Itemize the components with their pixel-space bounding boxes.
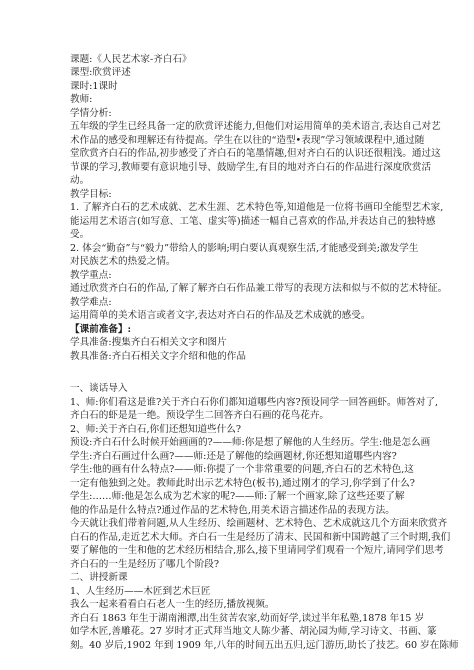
text-line: 学生:齐白石画过什么画?——师:还是了解他的绘画题材,你还想知道哪些内容?: [70, 451, 397, 462]
text-line: 一、谈话导入: [70, 383, 128, 394]
text-line: 术作品的感受和理解还有待提高。学生在以往的“造型•表现”学习领域课程中,通过随: [70, 135, 425, 146]
text-line: 受。: [70, 229, 90, 240]
text-line: 齐白石的一生是经历了哪几个阶段?: [70, 559, 220, 570]
text-line: 通过欣赏齐白石的作品,了解了解齐白石作品兼工带写的表现方法和似与不似的艺术特征。: [70, 283, 448, 294]
text-line: 如学木匠,善雕花。27 岁时才正式拜当地文人陈少蕃、胡沁园为师,学习诗文、书画、篆: [70, 626, 437, 637]
text-line: 教学重点:: [70, 270, 112, 281]
text-line: 课题:《人民艺术家-齐白石》: [70, 54, 192, 65]
text-line: 齐白石 1863 年生于湖南湘潭,出生贫苦农家,幼而好学,读过半年私塾,1878 年15 岁: [70, 613, 425, 624]
text-line: 运用简单的美术语言或者文字,表达对齐白石的作品及艺术成就的感受。: [70, 310, 371, 321]
text-line: 学具准备:搜集齐白石相关文字和图片: [70, 337, 227, 348]
text-line: 2. 体会“勤奋”与“毅力”带给人的影响;明白要认真观察生活,才能感受到美;激发学生: [70, 243, 419, 254]
text-line: 学生:他的画有什么特点?——师:你提了一个非常重要的问题,齐白石的艺术特色,这: [70, 464, 414, 475]
text-line: 2、师:关于齐白石,你们还想知道些什么?: [70, 424, 242, 435]
text-line: 他的作品是什么特点?通过作品的艺术特色,用美术语言描述作品的表现方法。: [70, 505, 395, 516]
text-line: 1、人生经历——木匠到艺术巨匠: [70, 586, 211, 597]
text-line: 要了解他的一生和他的艺术经历相结合,那么,接下里请同学们观看一个短片,请同学们思考: [70, 545, 444, 556]
text-line: 五年级的学生已经具备一定的欣赏评述能力,但他们对运用简单的美术语言,表达自己对艺: [70, 121, 441, 132]
text-line: 白石的作品,走近艺术大师。齐白石一生是经历了清末、民国和新中国跨越了三个时期,我们: [70, 532, 451, 543]
text-line: 【课前准备】:: [70, 324, 132, 335]
text-line: 刻。40 岁后,1902 年到 1909 年,八年的时间五出五归,远门游历,助长了技艺。60 岁在陈师: [70, 640, 459, 651]
text-line: 齐白石的虾是是一绝。预设学生二回答齐白石画的花鸟花卉。: [70, 410, 330, 421]
text-line: 今天就让我们带着问题,从人生经历、绘画题材、艺术特色、艺术成就这几个方面来欣赏齐: [70, 518, 448, 529]
text-line: 二、讲授新课: [70, 572, 128, 583]
text-line: 课型:欣赏评述: [70, 67, 131, 78]
text-line: 教具准备:齐白石相关文字介绍和他的作品: [70, 351, 246, 362]
text-line: 我么一起来看看白石老人一生的经历,播放视频。: [70, 599, 275, 610]
text-line: 教学目标:: [70, 189, 112, 200]
text-line: 教师:: [70, 94, 93, 105]
text-line: 节课的学习,教师要有意识地引导、鼓励学生,有目的地对齐白石的作品进行深度欣赏活: [70, 162, 432, 173]
text-line: 堂欣赏齐白石的作品,初步感受了齐白石的笔墨情趣,但对齐白石的认识还很粗浅。通过这: [70, 148, 441, 159]
text-line: 对民族艺术的热爱之情。: [70, 256, 176, 267]
text-line: 预设:齐白石什么时候开始画画的?——师:你是想了解他的人生经历。学生:他是怎么画: [70, 437, 431, 448]
text-line: 课时:1课时: [70, 81, 118, 92]
text-line: 动。: [70, 175, 90, 186]
text-line: 教学难点:: [70, 297, 112, 308]
text-line: 一定有他独到之处。教师此时出示艺术特色(板书),通过刚才的学习,你学到了什么?: [70, 478, 415, 489]
text-line: 能运用艺术语言(如写意、工笔、虚实等)描述一幅自己喜欢的作品,并表达自己的独特感: [70, 216, 436, 227]
text-line: 1. 了解齐白石的艺术成就、艺术生涯、艺术特色等,知道他是一位将书画印全能型艺术家,: [70, 202, 444, 213]
text-line: 学生:……师:他是怎么成为艺术家的呢?——师:了解一个画家,除了这些还要了解: [70, 491, 405, 502]
text-line: 1、师:你们看这是谁?关于齐白石你们都知道哪些内容?预设同学一回答画虾。师答对了,: [70, 397, 439, 408]
text-line: 学情分析:: [70, 108, 112, 119]
